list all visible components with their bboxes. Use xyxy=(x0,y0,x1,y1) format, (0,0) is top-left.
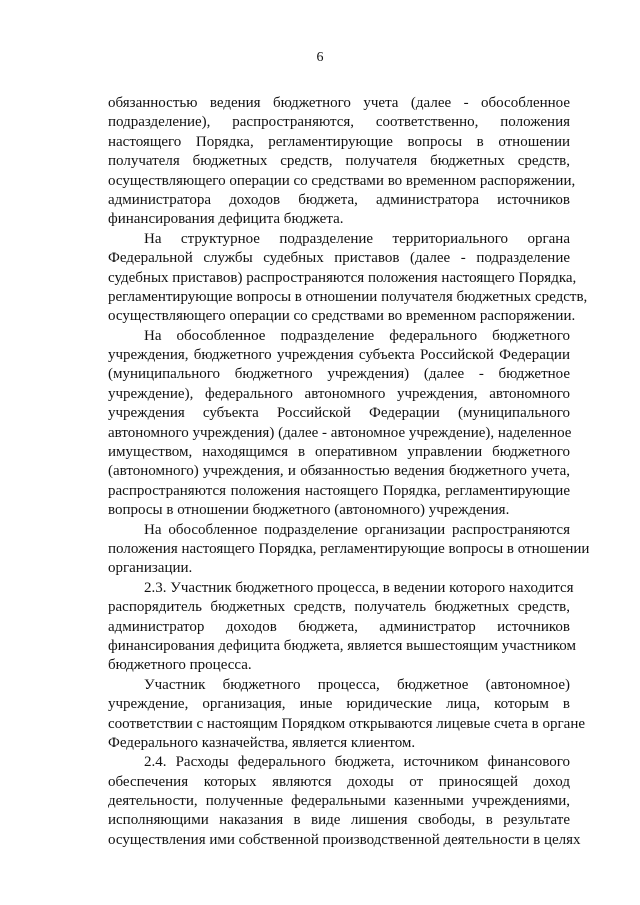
text-line: На обособленное подразделение федерального бюджетного xyxy=(144,327,570,344)
text-line: судебных приставов) распространяются положения настоящего Порядка, xyxy=(108,269,577,286)
text-line: (автономного) учреждения, и обязанностью ведения бюджетного учета, xyxy=(108,463,570,480)
text-line: распространяются положения настоящего Порядка, регламентирующие xyxy=(108,482,570,499)
text-line: регламентирующие вопросы в отношении получателя бюджетных средств, xyxy=(108,288,588,305)
page-number: 6 xyxy=(316,50,324,65)
text-line: имуществом, находящимся в оперативном управлении бюджетного xyxy=(108,444,570,461)
text-line: администратора доходов бюджета, администратора источников xyxy=(108,191,570,208)
text-line: осуществляющего операции со средствами во временном распоряжении, xyxy=(108,172,576,189)
text-line: исполняющими наказания в виде лишения свободы, в результате xyxy=(108,812,570,829)
text-line: автономного учреждения) (далее - автономное учреждение), наделенное xyxy=(108,424,572,441)
text-line: 2.3. Участник бюджетного процесса, в ведении которого находится xyxy=(144,579,574,596)
text-line: Участник бюджетного процесса, бюджетное (автономное) xyxy=(144,676,570,693)
text-line: администратор доходов бюджета, администратор источников xyxy=(108,618,570,635)
text-line: финансирования дефицита бюджета. xyxy=(108,211,344,228)
text-line: настоящего Порядка, регламентирующие вопросы в отношении xyxy=(108,133,570,150)
text-line: обязанностью ведения бюджетного учета (далее - обособленное xyxy=(108,95,570,111)
text-line: учреждение, организация, иные юридические лица, которым в xyxy=(108,696,570,713)
text-line: соответствии с настоящим Порядком открываются лицевые счета в органе xyxy=(108,715,586,732)
text-line: обеспечения которых являются доходы от приносящей доход xyxy=(108,773,570,790)
text-line: распорядитель бюджетных средств, получатель бюджетных средств, xyxy=(108,599,570,616)
text-line: Федерального казначейства, является клиентом. xyxy=(108,734,416,751)
text-line: учреждение), федерального автономного учреждения, автономного xyxy=(108,385,570,402)
text-line: вопросы в отношении бюджетного (автономного) учреждения. xyxy=(108,502,510,519)
text-line: получателя бюджетных средств, получателя бюджетных средств, xyxy=(108,153,570,170)
text-line: учреждения, бюджетного учреждения субъекта Российской Федерации xyxy=(108,347,570,364)
text-line: бюджетного процесса. xyxy=(108,657,252,674)
text-line: организации. xyxy=(108,560,193,577)
text-line: 2.4. Расходы федерального бюджета, источником финансового xyxy=(144,754,570,771)
text-line: (муниципального бюджетного учреждения) (далее - бюджетное xyxy=(108,366,570,383)
text-line: финансирования дефицита бюджета, является вышестоящим участником xyxy=(108,637,577,654)
text-line: деятельности, полученные федеральными казенными учреждениями, xyxy=(108,793,570,810)
text-line: осуществления ими собственной производственной деятельности в целях xyxy=(108,831,581,848)
text-line: На структурное подразделение территориального органа xyxy=(144,230,570,247)
text-line: подразделение), распространяются, соответственно, положения xyxy=(108,114,570,131)
text-line: положения настоящего Порядка, регламентирующие вопросы в отношении xyxy=(108,540,590,557)
text-line: осуществляющего операции со средствами во временном распоряжении. xyxy=(108,308,576,325)
text-line: Федеральной службы судебных приставов (далее - подразделение xyxy=(108,250,570,267)
text-line: учреждения субъекта Российской Федерации (муниципального xyxy=(108,405,570,422)
text-line: На обособленное подразделение организации распространяются xyxy=(144,521,570,538)
document-body xyxy=(108,94,590,850)
